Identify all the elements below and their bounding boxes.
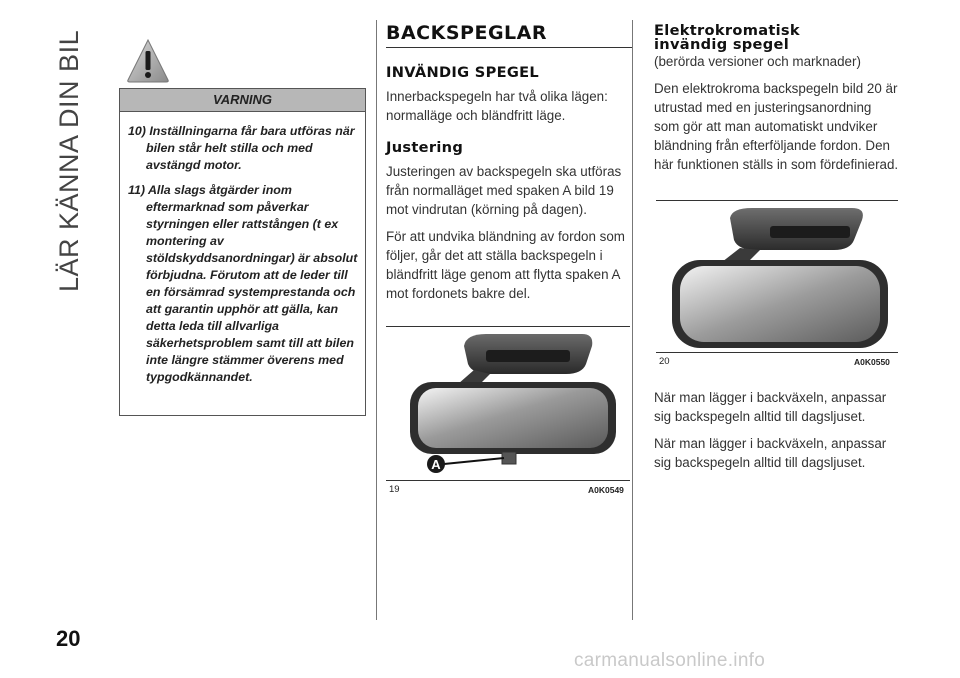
warning-list (128, 123, 358, 394)
column-divider-2 (632, 20, 633, 620)
adjust-paragraph-1: Justeringen av backspegeln ska utföras från normalläget med spaken A bild 19 mot vindrutan (körning på dagen). (386, 164, 622, 217)
figure-19-mirror-illustration (386, 330, 630, 478)
figure-19-bottom-rule (386, 480, 630, 481)
electro-paragraph-2: När man lägger i backväxeln, anpassar sig backspegeln alltid till dagsljuset. (654, 390, 887, 424)
figure-20-top-rule (656, 200, 898, 201)
intro-paragraph: Innerbackspegeln har två olika lägen: normalläge och bländfritt läge. (386, 89, 608, 123)
electro-paragraph-1: Den elektrokroma backspegeln bild 20 är utrustad med en justeringsanordning som gör att man automatiskt undviker bländning från efterföljande fordon. Den här funktionen ställs in som fördefinierad. (654, 81, 899, 172)
watermark-text: carmanualsonline.info (574, 650, 766, 671)
chapter-side-title (50, 20, 90, 292)
page-number: 20 (56, 626, 81, 651)
warning-label: VARNING (120, 89, 365, 112)
mirrors-section (386, 22, 632, 303)
chapter-side-title-text: LÄR KÄNNA DIN BIL (54, 29, 84, 292)
warning-triangle-icon (126, 38, 170, 84)
figure-20-bottom-rule (656, 352, 898, 353)
figure-19-top-rule (386, 326, 630, 327)
figure-20-code: A0K0550 (854, 357, 890, 367)
electro-paragraph-3: När man lägger i backväxeln, anpassar sig backspegeln alltid till dagsljuset. (654, 436, 887, 470)
electrochromic-section (654, 24, 900, 174)
warning-item-11: 11) Alla slags åtgärder inom eftermarknad som påverkar styrningen eller rattstången (t ex montering av stöldskyddsanordningar) är absolut förbjudna. Förutom att de leder till en försämrad systemprestanda och att garantin upphör att gälla, kan detta leda till allvarliga säkerhetsproblem samt till att bilen inte längre stämmer överens med typgodkännandet. (128, 183, 358, 384)
figure-20-mirror-illustration (656, 204, 898, 350)
adjust-heading: Justering (386, 139, 464, 156)
column-divider-1 (376, 20, 377, 620)
electro-heading-line-1: Elektrokromatisk (654, 22, 800, 39)
figure-19-code: A0K0549 (588, 485, 624, 495)
electro-note: (berörda versioner och marknader) (654, 54, 861, 69)
warning-item-10: 10) Inställningarna får bara utföras när bilen står helt stilla och med avstängd motor. (128, 124, 355, 172)
subsection-title: INVÄNDIG SPEGEL (386, 64, 539, 81)
figure-20-number: 20 (659, 356, 670, 367)
adjust-paragraph-2: För att undvika bländning av fordon som följer, går det att ställa backspegeln i bländfritt läge genom att flytta spaken A mot fordonets bakre del. (386, 229, 625, 301)
electrochromic-reverse-notes (654, 388, 900, 472)
electro-heading-line-2: invändig spegel (654, 36, 789, 53)
section-title-rule (386, 47, 632, 48)
warning-box (119, 88, 366, 416)
figure-19-number: 19 (389, 484, 400, 495)
section-title: BACKSPEGLAR (386, 22, 547, 44)
callout-a-label: A (431, 457, 441, 472)
